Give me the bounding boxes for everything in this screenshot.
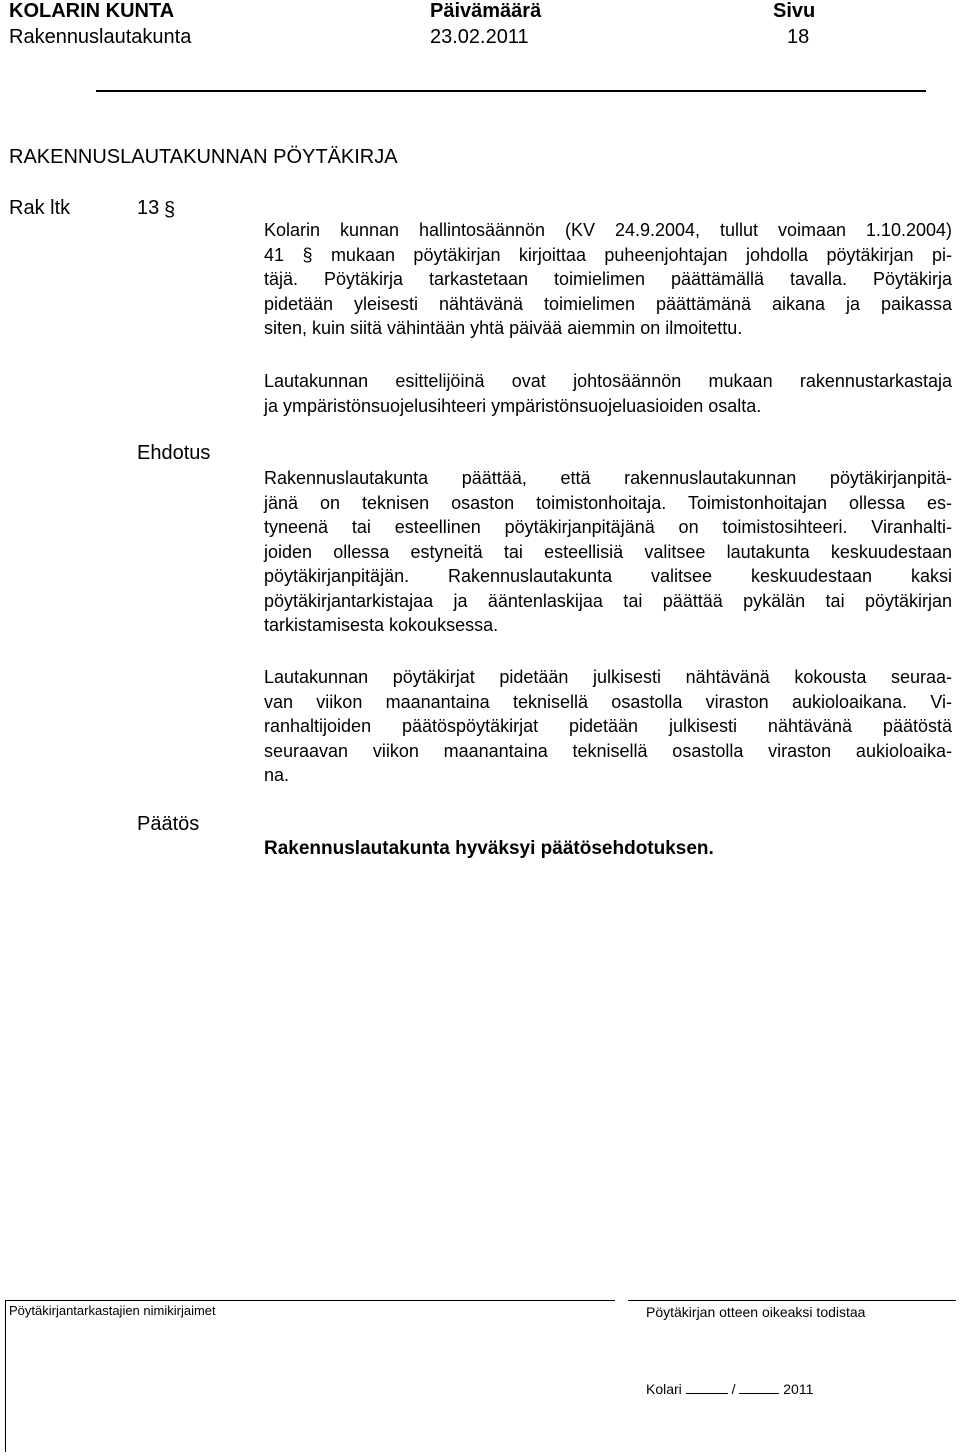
section-symbol: §: [164, 199, 176, 221]
proposal-line: tarkistamisesta kokouksessa.: [264, 615, 499, 635]
public-line: na.: [264, 765, 290, 785]
public-line: seuraavan viikon maanantaina teknisellä osastolla viraston aukioloaika-: [264, 740, 952, 761]
footer-certify-label: Pöytäkirjan otteen oikeaksi todistaa: [646, 1304, 866, 1320]
header-unit: Rakennuslautakunta: [9, 26, 192, 48]
public-display-paragraph: [264, 665, 952, 788]
proposal-line: pöytäkirjanpitäjän. Rakennuslautakunta valitsee keskuudestaan kaksi: [264, 566, 952, 586]
decision-label: Päätös: [137, 813, 200, 835]
presenters-paragraph: [264, 369, 952, 418]
footer-vertical-divider: [5, 1300, 6, 1452]
proposal-line: tyneenä tai esteellinen pöytäkirjanpitäjänä on toimistosihteeri. Viranhalti-: [264, 517, 952, 537]
proposal-paragraph: [264, 466, 952, 638]
proposal-line: Rakennuslautakunta päättää, että rakennuslautakunnan pöytäkirjanpitä-: [264, 468, 952, 488]
proposal-line: pöytäkirjantarkistajaa ja ääntenlaskijaa tai päättää pykälän tai pöytäkirjan: [264, 590, 952, 611]
header-org: KOLARIN KUNTA: [9, 0, 175, 22]
header-date-label: Päivämäärä: [430, 0, 542, 22]
footer-place: Kolari: [646, 1381, 682, 1397]
document-title: RAKENNUSLAUTAKUNNAN PÖYTÄKIRJA: [9, 146, 398, 168]
footer-divider-right: [628, 1300, 956, 1301]
footer-date-line: [646, 1379, 813, 1397]
section-abbr: Rak ltk: [9, 197, 71, 219]
public-line: Lautakunnan pöytäkirjat pidetään julkisesti nähtävänä kokousta seuraa-: [264, 667, 952, 687]
decision-text: Rakennuslautakunta hyväksyi päätösehdotuksen.: [264, 838, 714, 859]
public-line: ranhaltijoiden päätöspöytäkirjat pidetään julkisesti nähtävänä päätöstä: [264, 716, 952, 736]
footer-date-separator: /: [731, 1381, 736, 1397]
intro-line: Kolarin kunnan hallintosäännön (KV 24.9.2004, tullut voimaan 1.10.2004): [264, 220, 952, 240]
proposal-line: jänä on teknisen osaston toimistonhoitaja. Toimistonhoitajan ollessa es-: [264, 492, 952, 513]
footer-year: 2011: [783, 1381, 814, 1397]
header-date-value: 23.02.2011: [430, 26, 529, 48]
intro-line: 41 § mukaan pöytäkirjan kirjoittaa puheenjohtajan johdolla pöytäkirjan pi-: [264, 244, 952, 265]
footer-divider-left: [5, 1300, 615, 1301]
intro-paragraph: [264, 218, 952, 341]
presenters-line: Lautakunnan esittelijöinä ovat johtosäännön mukaan rakennustarkastaja: [264, 371, 952, 391]
section-number: 13: [137, 197, 160, 219]
presenters-line: ja ympäristönsuojelusihteeri ympäristönsuojeluasioiden osalta.: [264, 395, 762, 416]
intro-line: täjä. Pöytäkirja tarkastetaan toimielimen päättämällä tavalla. Pöytäkirja: [264, 269, 952, 289]
header-divider: [96, 90, 926, 92]
public-line: van viikon maanantaina teknisellä osastolla viraston aukioloaikana. Vi-: [264, 691, 952, 712]
intro-line: pidetään yleisesti nähtävänä toimielimen päättämänä aikana ja paikassa: [264, 293, 952, 314]
footer-day-blank: [686, 1379, 728, 1394]
header-page-value: 18: [787, 26, 810, 48]
header-page-label: Sivu: [773, 0, 816, 22]
intro-line: siten, kuin siitä vähintään yhtä päivää aiemmin on ilmoitettu.: [264, 318, 743, 338]
footer-month-blank: [739, 1379, 779, 1394]
proposal-label: Ehdotus: [137, 442, 211, 464]
proposal-line: joiden ollessa estyneitä tai esteellisiä valitsee lautakunta keskuudestaan: [264, 541, 952, 562]
footer-initials-label: Pöytäkirjantarkastajien nimikirjaimet: [9, 1303, 216, 1318]
